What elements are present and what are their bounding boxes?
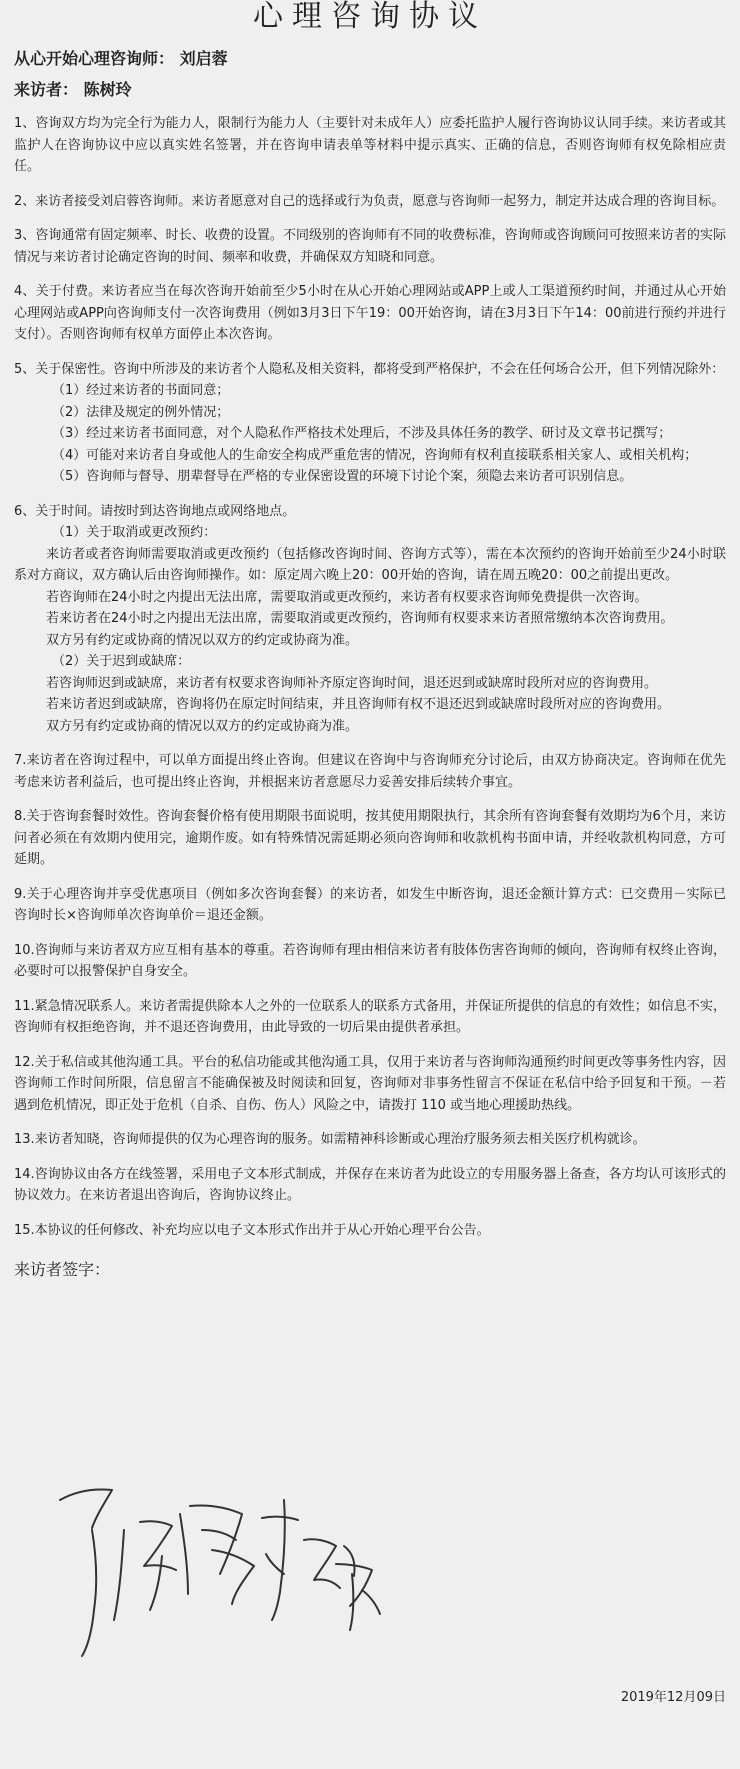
clause-paragraph: 12.关于私信或其他沟通工具。平台的私信功能或其他沟通工具，仅用于来访者与咨询师沟通预约时间更改等事务性内容，因咨询师工作时间所限，信息留言不能确保被及时阅读和回复，咨询师对非事务性留言不保证在私信中给予回复和干预。－若遇到危机情况，即正处于危机（自杀、自伤、伤人）风险之中，请拨打 110 或当地心理援助热线。 — [14, 1054, 726, 1113]
clause-subitem: （4）可能对来访者自身或他人的生命安全构成严重危害的情况，咨询师有权利直接联系相关家人、或相关机构； — [52, 447, 698, 463]
clause-paragraph: 2、来访者接受刘启蓉咨询师。来访者愿意对自己的选择或行为负责，愿意与咨询师一起努力，制定并达成合理的咨询目标。 — [14, 193, 725, 209]
signature-label: 来访者签字： — [14, 1260, 111, 1279]
clause-subitem: 双方另有约定或协商的情况以双方的约定或协商为准。 — [46, 718, 359, 734]
clause-subitem: 若来访者迟到或缺席，咨询将仍在原定时间结束，并且咨询师有权不退还迟到或缺席时段所对应的咨询费用。 — [46, 697, 671, 712]
clause-paragraph: 13.来访者知晓，咨询师提供的仅为心理咨询的服务。如需精神科诊断或心理治疗服务须去相关医疗机构就诊。 — [14, 1132, 646, 1147]
clause-subitem: （1）经过来访者的书面同意； — [52, 383, 230, 398]
clause-subitem: （2）法律及规定的例外情况； — [52, 404, 230, 420]
handwritten-signature — [52, 1470, 412, 1660]
clause-paragraph: 11.紧急情况联系人。来访者需提供除本人之外的一位联系人的联系方式备用，并保证所提供的信息的有效性；如信息不实，咨询师有权拒绝咨询，并不退还咨询费用，由此导致的一切后果由提供者承担。 — [14, 998, 726, 1035]
clause-paragraph: 10.咨询师与来访者双方应互相有基本的尊重。若咨询师有理由相信来访者有肢体伤害咨询师的倾向，咨询师有权终止咨询，必要时可以报警保护自身安全。 — [14, 942, 726, 979]
clause-subitem: 来访者或者咨询师需要取消或更改预约（包括修改咨询时间、咨询方式等），需在本次预约的咨询开始前至少24小时联系对方商议，双方确认后由咨询师操作。如：原定周六晚上20：00开始的咨询，请在周五晚20：00之前提出更改。 — [14, 546, 726, 583]
clause-paragraph: 6、关于时间。请按时到达咨询地点或网络地点。 — [14, 503, 296, 519]
clause-paragraph: 3、咨询通常有固定频率、时长、收费的设置。不同级别的咨询师有不同的收费标准，咨询师或咨询顾问可按照来访者的实际情况与来访者讨论确定咨询的时间、频率和收费，并确保双方知晓和同意。 — [14, 228, 726, 265]
clause-subitem: （3）经过来访者书面同意，对个人隐私作严格技术处理后，不涉及具体任务的教学、研讨及文章书记撰写； — [52, 426, 672, 441]
clause-subitem: 若咨询师迟到或缺席，来访者有权要求咨询师补齐原定咨询时间，退还迟到或缺席时段所对应的咨询费用。 — [46, 675, 658, 691]
clause-list — [14, 113, 726, 1241]
signing-date: 2019年12月09日 — [620, 1690, 726, 1705]
clause-subitem: （2）关于迟到或缺席： — [52, 654, 191, 669]
clause-subitem: 若咨询师在24小时之内提出无法出席，需要取消或更改预约，来访者有权要求咨询师免费提供一次咨询。 — [46, 589, 648, 605]
page-title: 心理咨询协议 — [253, 0, 487, 34]
clause-paragraph: 15.本协议的任何修改、补充均应以电子文本形式作出并于从心开始心理平台公告。 — [14, 1222, 490, 1238]
clause-subitem: 双方另有约定或协商的情况以双方的约定或协商为准。 — [46, 632, 359, 648]
clause-subitem: （5）咨询师与督导、朋辈督导在严格的专业保密设置的环境下讨论个案，须隐去来访者可识别信息。 — [52, 469, 633, 484]
clause-paragraph: 7.来访者在咨询过程中，可以单方面提出终止咨询。但建议在咨询中与咨询师充分讨论后，由双方协商决定。咨询师在优先考虑来访者利益后，也可提出终止咨询，并根据来访者意愿尽力妥善安排后续转介事宜。 — [14, 753, 726, 790]
counselor-line: 从心开始心理咨询师： 刘启蓉 — [14, 49, 228, 68]
clause-paragraph: 4、关于付费。来访者应当在每次咨询开始前至少5小时在从心开始心理网站或APP上或人工渠道预约时间，并通过从心开始心理网站或APP向咨询师支付一次咨询费用（例如3月3日下午19：00开始咨询，请在3月3日下午14：00前进行预约并进行支付）。否则咨询师有权单方面停止本次咨询。 — [14, 284, 726, 342]
clause-paragraph: 5、关于保密性。咨询中所涉及的来访者个人隐私及相关资料，都将受到严格保护，不会在任何场合公开，但下列情况除外： — [14, 361, 725, 377]
clause-paragraph: 9.关于心理咨询并享受优惠项目（例如多次咨询套餐）的来访者，如发生中断咨询，退还金额计算方式：已交费用－实际已咨询时长×咨询师单次咨询单价＝退还金额。 — [14, 886, 726, 923]
client-line: 来访者： 陈树玲 — [14, 80, 132, 99]
clause-subitem: 若来访者在24小时之内提出无法出席，需要取消或更改预约，咨询师有权要求来访者照常缴纳本次咨询费用。 — [46, 611, 674, 626]
clause-subitem: （1）关于取消或更改预约： — [52, 525, 217, 540]
clause-paragraph: 14.咨询协议由各方在线签署，采用电子文本形式制成，并保存在来访者为此设立的专用服务器上备查，各方均认可该形式的协议效力。在来访者退出咨询后，咨询协议终止。 — [14, 1166, 726, 1203]
clause-paragraph: 8.关于咨询套餐时效性。咨询套餐价格有使用期限书面说明，按其使用期限执行，其余所有咨询套餐有效期均为6个月，来访问者必须在有效期内使用完，逾期作废。如有特殊情况需延期必须向咨询师和收款机构书面申请，并经收款机构同意，方可延期。 — [14, 809, 726, 867]
clause-paragraph: 1、咨询双方均为完全行为能力人，限制行为能力人（主要针对未成年人）应委托监护人履行咨询协议认同手续。来访者或其监护人在咨询协议中应以真实姓名签署，并在咨询申请表单等材料中提示真实、正确的信息，否则咨询师有权免除相应责任。 — [14, 116, 726, 174]
